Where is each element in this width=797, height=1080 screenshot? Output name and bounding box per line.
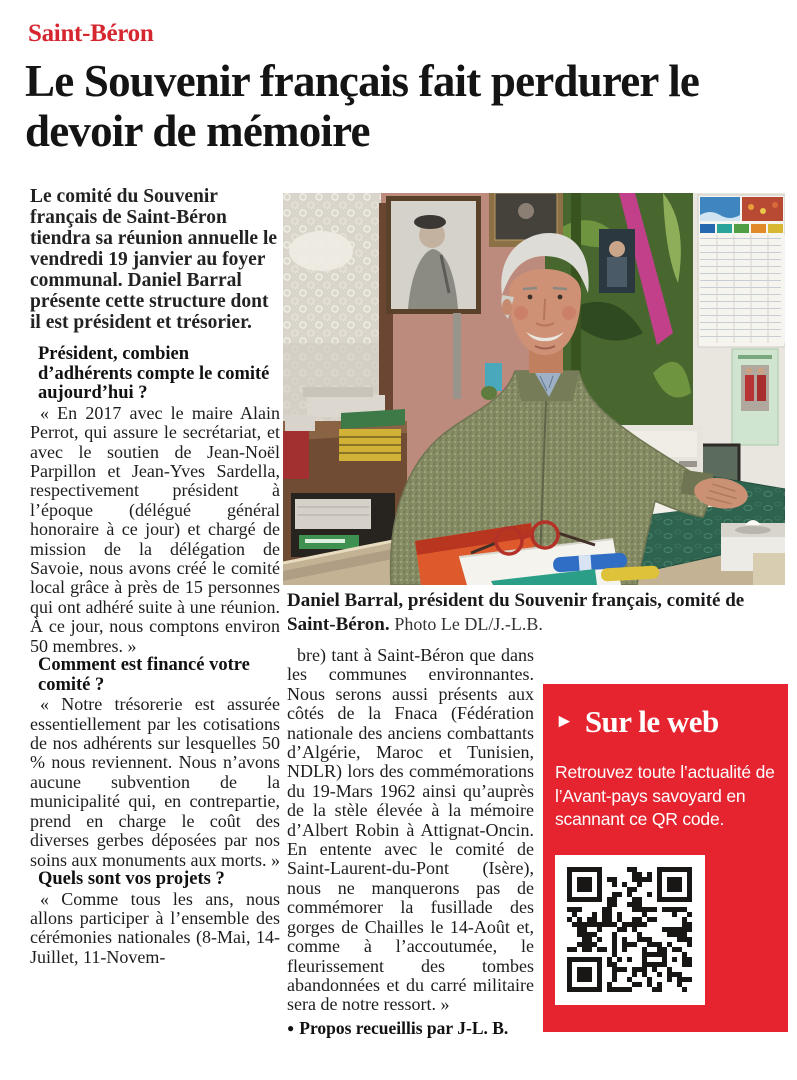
section-kicker: Saint-Béron [28, 20, 154, 47]
question-2: Comment est financé votre comité ? [38, 655, 250, 695]
caption-text: Daniel Barral, président du Souvenir français, comité de Saint-Béron. [287, 590, 745, 635]
sur-le-web-box [543, 684, 788, 1032]
bullet-icon: ● [287, 1020, 295, 1035]
answer-3-left: « Comme tous les ans, nous allons participer à l’ensemble des cérémonies nationales (8-Mai, 14-Juillet, 11-Novem- [30, 888, 280, 967]
byline [287, 1018, 534, 1040]
question-3: Quels sont vos projets ? [38, 868, 225, 889]
article-intro: Le comité du Souvenir français de Saint-Béron tiendra sa réunion annuelle le vendredi 19 janvier au foyer communal. Daniel Barral présente cette structure dont il est président et trésorier. [30, 186, 278, 333]
left-column [30, 186, 280, 967]
answer-1: « En 2017 avec le maire Alain Perrot, qui assure le secrétariat, et avec le soutien de Jean-Noël Parpillon et Jean-Yves Sardella, respectivement président à l’époque (délégué général honoraire à ce jour) et chargé de mission de la délégation de Savoie, nous avons créé le comité local grâce à près de 15 personnes qui ont adhéré suite à une réunion. À ce jour, nous comptons environ 50 membres. » [30, 402, 280, 656]
caption-credit: Photo Le DL/J.-L.B. [394, 613, 543, 634]
web-box-text: Retrouvez toute l’actualité de l’Avant-pays savoyard en scannant ce QR code. [555, 762, 775, 829]
answer-3-middle: bre) tant à Saint-Béron que dans les communes environnantes. Nous serons aussi présents aux côtés de la Fnaca (Fédération nationale des anciens combattants d’Algérie, Maroc et Tunisien, NDLR) lors des commémorations du 19-Mars 1962 ainsi qu’auprès de la stèle élevée à la mémoire d’Albert Robin à Attignat-Oncin. En entente avec le comité de Saint-Laurent-du-Pont (Isère), nous ne manquerons pas de commémorer la fusillade des gorges de Chailles le 14-Août et, comme à l’accoutumée, le fleurissement des tombes abandonnées et du carré militaire sera de notre ressort. » [287, 645, 534, 1015]
answer-2: « Notre trésorerie est assurée essentiellement par les cotisations de nos adhérents sur lesquelles 50 % nous reviennent. Nous n’avons aucune subvention de la municipalité qui, en contrepartie, prend en charge le coût des diverses gerbes déposées par nos soins aux monuments aux morts. » [30, 694, 280, 870]
article-photo [283, 193, 785, 585]
arrow-right-icon: ► [555, 711, 574, 732]
web-box-title-row [555, 706, 776, 737]
beige-tray [753, 553, 785, 585]
web-box-title: Sur le web [584, 704, 719, 739]
qr-code-frame [555, 855, 705, 1005]
photo-illustration [283, 193, 785, 585]
article-headline: Le Souvenir français fait perdurer le devoir de mémoire [25, 56, 700, 156]
portrait-frame [386, 196, 481, 314]
photo-caption [287, 590, 785, 636]
byline-text: Propos recueillis par J-L. B. [299, 1017, 509, 1038]
middle-column [287, 646, 534, 1040]
green-booklet [732, 349, 778, 445]
qr-code [567, 867, 693, 993]
wall-calendar [698, 195, 785, 347]
lamp-stand [453, 313, 461, 399]
question-1: Président, combien d’adhérents compte le comité aujourd’hui ? [38, 344, 270, 404]
